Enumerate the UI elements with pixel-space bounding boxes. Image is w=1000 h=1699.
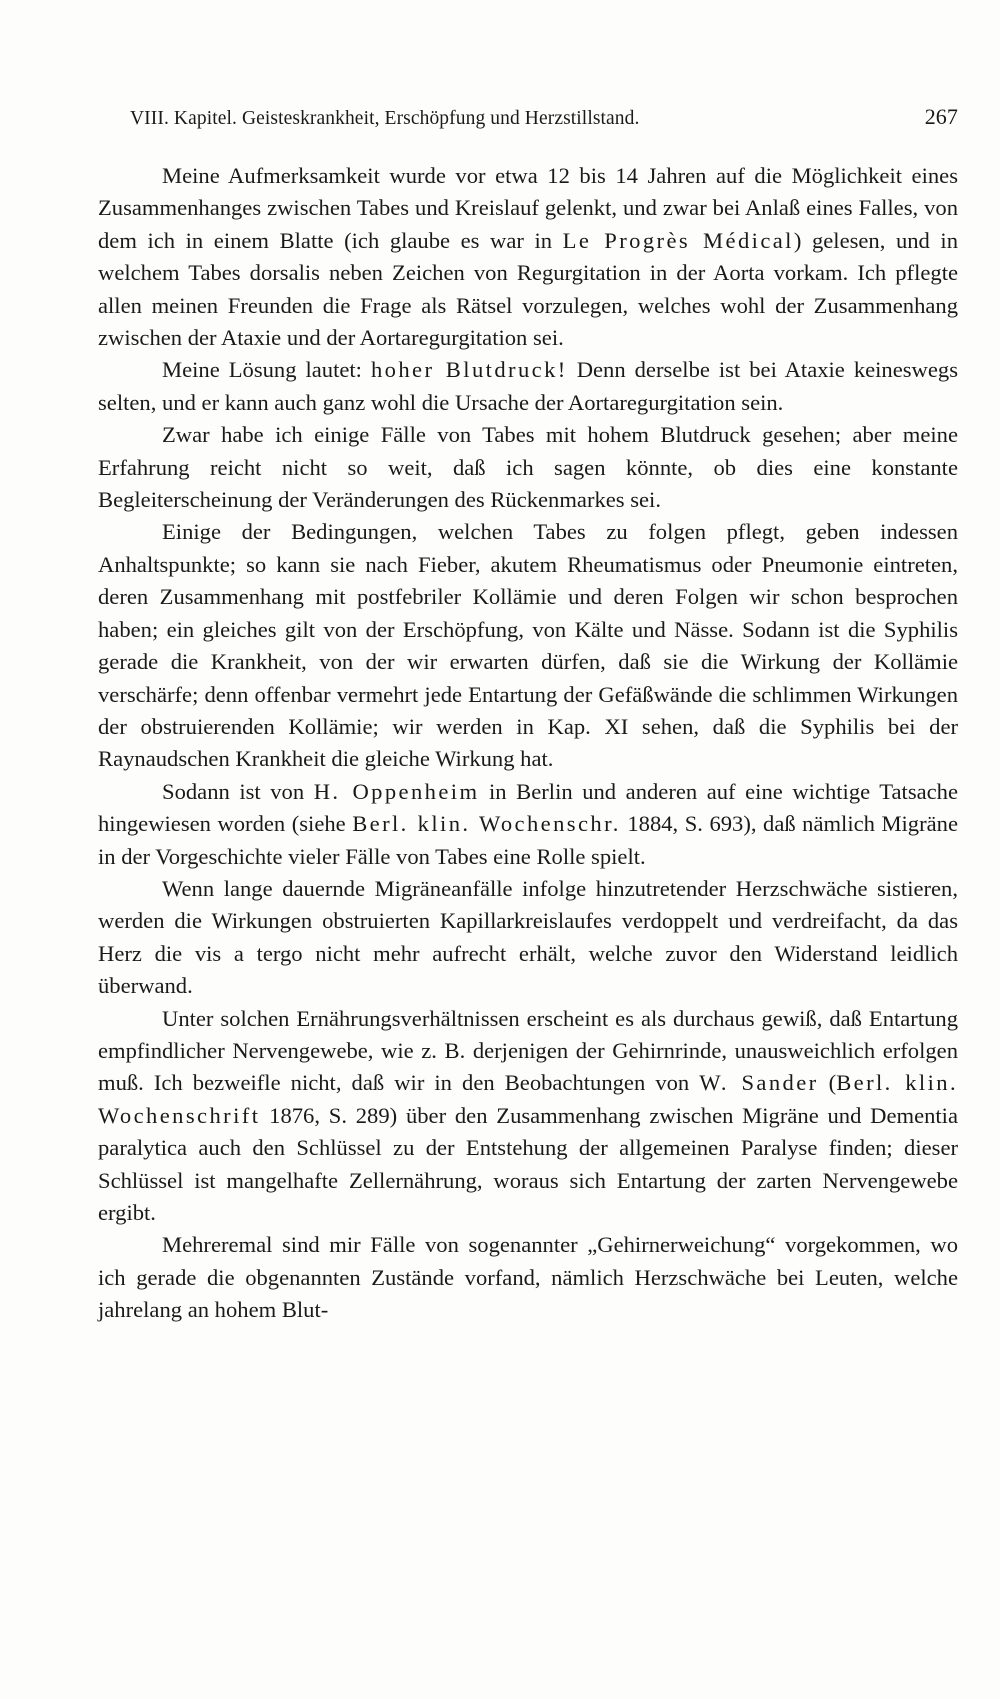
- text-run: ) gelesen, und in welchem Tabes dorsalis neben Zeichen von Regurgitation in der Aorta vorkam. Ich pflegte allen meinen Freunden die Frage als Rätsel vorzulegen, welches wohl der Zusammenhang zwischen der Ataxie und der Aortaregurgitation sei.: [98, 227, 958, 351]
- text-run: in Berlin und anderen auf eine wichtige Tatsache hingewiesen worden (siehe: [98, 778, 958, 837]
- running-title: VIII. Kapitel. Geisteskrankheit, Erschöpfung und Herzstillstand.: [130, 108, 640, 129]
- spaced-text: Berl. klin. Wochenschr.: [352, 811, 621, 837]
- text-run: Unter solchen Ernährungsverhältnissen erscheint es als durchaus gewiß, daß Entartung empfindlicher Nervengewebe, wie z. B. derjenigen der Gehirnrinde, unausweichlich erfolgen muß. Ich bezweifle nicht, daß wir in den Beobachtungen von: [98, 1005, 958, 1096]
- spaced-text: Le Progrès Médical: [562, 227, 794, 253]
- paragraph: [98, 1003, 958, 1230]
- spaced-text: W. Sander: [699, 1070, 819, 1096]
- text-run: Meine Aufmerksamkeit wurde vor etwa 12 bis 14 Jahren auf die Möglichkeit eines Zusammenhanges zwischen Tabes und Kreislauf gelenkt, und zwar bei Anlaß eines Falles, von dem ich in einem Blatte (ich glaube es war in: [98, 163, 958, 253]
- page-number: 267: [924, 104, 958, 129]
- text-run: Denn derselbe ist bei Ataxie keineswegs selten, und er kann auch ganz wohl die Ursache der Aortaregurgitation sein.: [98, 357, 958, 415]
- paragraph: [98, 516, 958, 775]
- body-text: [98, 160, 958, 1327]
- paragraph: [98, 160, 958, 354]
- spaced-text: Berl. klin. Wochenschrift: [98, 1070, 958, 1128]
- paragraph: [98, 1229, 958, 1326]
- text-run: (: [818, 1070, 837, 1096]
- paragraph: [98, 354, 958, 419]
- text-run: Zwar habe ich einige Fälle von Tabes mit hohem Blutdruck gesehen; aber meine Erfahrung reicht nicht so weit, daß ich sagen könnte, ob dies eine konstante Begleiterscheinung der Veränderungen des Rückenmarkes sei.: [98, 422, 958, 513]
- text-run: Wenn lange dauernde Migräneanfälle infolge hinzutretender Herzschwäche sistieren, werden die Wirkungen obstruierten Kapillarkreislaufes verdoppelt und verdreifacht, da das Herz die vis a tergo nicht mehr aufrecht erhält, welche zuvor den Widerstand leidlich überwand.: [98, 875, 958, 999]
- paragraph: [98, 419, 958, 516]
- paragraph: [98, 776, 958, 873]
- spaced-text: hoher Blutdruck!: [370, 357, 568, 383]
- text-run: Einige der Bedingungen, welchen Tabes zu folgen pflegt, geben indessen Anhaltspunkte; so kann sie nach Fieber, akutem Rheumatismus oder Pneumonie eintreten, deren Zusammenhang mit postfebriler Kollämie und deren Folgen wir schon besprochen haben; ein gleiches gilt von der Erschöpfung, von Kälte und Nässe. Sodann ist die Syphilis gerade die Krankheit, von der wir erwarten dürfen, daß sie die Wirkung der Kollämie verschärfe; denn offenbar vermehrt jede Entartung der Gefäßwände die schlimmen Wirkungen der obstruierenden Kollämie; wir werden in Kap. XI sehen, daß die Syphilis bei der Raynaudschen Krankheit die gleiche Wirkung hat.: [98, 519, 958, 772]
- spaced-text: H. Oppenheim: [313, 778, 480, 804]
- running-header: [130, 104, 958, 130]
- text-run: Meine Lösung lautet:: [162, 357, 371, 383]
- text-run: 1884, S. 693), daß nämlich Migräne in der Vorgeschichte vieler Fälle von Tabes eine Rolle spielt.: [98, 811, 958, 869]
- text-run: Sodann ist von: [162, 778, 314, 804]
- text-run: Mehreremal sind mir Fälle von sogenannter „Gehirnerweichung“ vorgekommen, wo ich gerade die obgenannten Zustände vorfand, nämlich Herzschwäche bei Leuten, welche jahrelang an hohem Blut-: [98, 1232, 958, 1323]
- text-run: 1876, S. 289) über den Zusammenhang zwischen Migräne und Dementia paralytica auch den Schlüssel zu der Entstehung der allgemeinen Paralyse finden; dieser Schlüssel ist mangelhafte Zellernährung, woraus sich Entartung der zarten Nervengewebe ergibt.: [98, 1102, 958, 1225]
- paragraph: [98, 873, 958, 1003]
